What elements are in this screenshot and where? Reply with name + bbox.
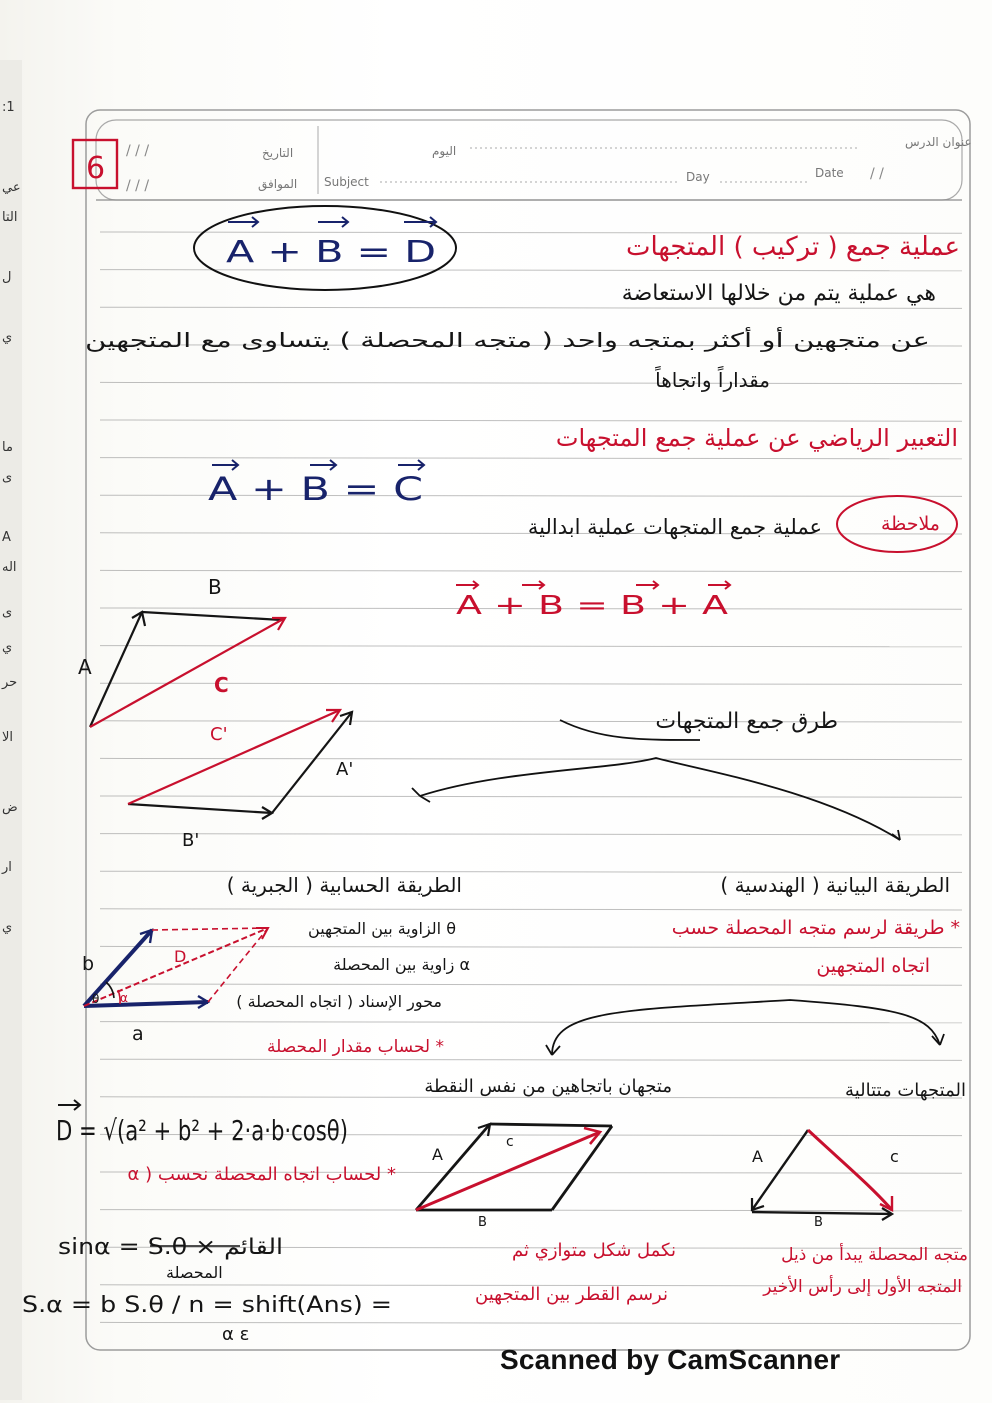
sin-alpha-formula-1-denominator: المحصلة — [166, 1263, 223, 1282]
header-lesson-title: عنوان الدرس — [905, 135, 972, 149]
magnitude-formula: D = √(a² + b² + 2·a·b·cosθ) — [56, 1114, 348, 1147]
header-box — [96, 120, 962, 200]
vector-arrows-commutative — [456, 581, 730, 589]
label-theta: θ — [92, 992, 100, 1006]
heading-math-expression: التعبير الرياضي عن عملية جمع المتجهات — [555, 424, 958, 452]
triangle-note-2: المتجه الأول إلى رأس الأخير — [763, 1277, 962, 1297]
definition-line-3: مقداراً واتجاهاً — [655, 368, 770, 392]
label-C: C — [214, 673, 229, 697]
ruled-line — [100, 683, 962, 684]
label-A-parallelogram: A — [432, 1145, 443, 1164]
label-C1: C' — [210, 724, 228, 745]
methods-heading: طرق جمع المتجهات — [655, 709, 838, 734]
parallelogram-method-title: متجهان باتجاهين من نفس النقطة — [424, 1076, 672, 1097]
header-date: Date — [815, 166, 844, 180]
label-B1: B' — [182, 830, 200, 851]
label-c-triangle: c — [890, 1147, 899, 1166]
label-B: B — [208, 575, 222, 599]
label-A1: A' — [336, 759, 354, 780]
equation-a-plus-b-d: A + B = D — [226, 235, 436, 270]
label-D: D — [174, 947, 187, 966]
note-badge: ملاحظة — [880, 513, 940, 535]
compute-magnitude-note: * لحساب مقدار المحصلة — [267, 1037, 444, 1057]
ruled-line — [100, 458, 962, 459]
ruled-line — [100, 984, 962, 985]
ruled-line — [100, 646, 962, 647]
equation-commutative: A + B = B + A — [456, 591, 729, 621]
analytic-diagram — [82, 928, 268, 1045]
ruled-line — [100, 1059, 962, 1060]
methods-brace — [420, 758, 900, 840]
header-date-slashes: / / / — [126, 178, 150, 194]
consecutive-vectors-title: المتجهات متتالية — [845, 1080, 966, 1101]
ruled-line — [100, 382, 962, 383]
alpha-definition: α زاوية بين المحصلة — [333, 955, 470, 974]
vector-arrows-second — [212, 460, 424, 470]
header-date-slashes: / / — [870, 166, 884, 182]
compute-direction-note: * لحساب اتجاه المحصلة نحسب ( α — [127, 1164, 396, 1185]
header-date-corr: الموافق — [258, 177, 298, 191]
label-alpha: α — [120, 991, 128, 1005]
parallelogram-note-1: نكمل شكل متوازي ثم — [512, 1240, 676, 1261]
parallelogram-diagram-lower — [128, 710, 353, 851]
label-A-triangle: A — [752, 1147, 763, 1166]
label-c-parallelogram: c — [506, 1134, 514, 1150]
parallelogram-note-2: نرسم القطر بين المتجهين — [475, 1284, 668, 1305]
vector-arrow-D — [58, 1100, 80, 1110]
adjacent-page-edge: :1 عي التا ل ي ما ى A اله ى ي حر الا ض ار ي — [0, 60, 22, 1400]
label-b: b — [82, 953, 95, 975]
commutative-note: عملية جمع المتجهات عملية ابدالية — [527, 515, 822, 539]
camscanner-watermark: Scanned by CamScanner — [500, 1344, 841, 1375]
ruled-line — [100, 909, 962, 910]
ruled-line — [100, 1022, 962, 1023]
ruled-line — [100, 420, 962, 421]
header-day: Day — [686, 170, 710, 184]
label-B-triangle: B — [814, 1215, 823, 1230]
equation-a-plus-b-c: A + B = C — [208, 470, 423, 508]
label-A: A — [78, 655, 92, 679]
graphic-subbrace — [552, 1000, 940, 1055]
header-day-ar: اليوم — [432, 144, 457, 158]
sin-alpha-formula-1: sinα = S.θ × القائم — [58, 1235, 276, 1260]
label-B-parallelogram: B — [478, 1215, 487, 1230]
header-date-ar: التاريخ — [262, 146, 294, 160]
ruled-line — [100, 946, 962, 947]
graphic-method-note-1: * طريقة لرسم متجه المحصلة حسب — [671, 917, 960, 939]
parallelogram-method-diagram — [416, 1124, 612, 1230]
analytic-method-title: الطريقة الحسابية ( الجبرية ) — [226, 873, 462, 897]
page-number: 6 — [86, 151, 106, 186]
ruled-line — [100, 796, 962, 797]
reference-axis: محور الإسناد ( اتجاه المحصلة ) — [236, 992, 442, 1011]
graphic-method-note-2: اتجاه المتجهين — [816, 955, 930, 977]
ruled-line — [100, 307, 962, 308]
parallelogram-diagram-upper — [78, 575, 285, 727]
definition-line-2: عن متجهين أو أكثر بمتجه واحد ( متجه المحصلة ) يتساوى مع المتجهين — [85, 328, 663, 352]
header-subject: Subject — [324, 175, 369, 189]
ruled-line — [100, 570, 962, 571]
sin-alpha-formula-2: S.α = b S.θ / n = shift(Ans) = — [22, 1293, 392, 1318]
definition-line-1: هي عملية يتم من خلالها الاستعاضة — [621, 281, 936, 306]
vector-arrows-top — [228, 217, 436, 227]
label-a: a — [132, 1023, 144, 1045]
theta-definition: θ الزاوية بين المتجهين — [308, 919, 456, 938]
heading-vector-addition: عملية جمع ( تركيب ) المتجهات — [625, 232, 960, 262]
header-date-slashes: / / / — [126, 143, 150, 159]
triangle-method-diagram — [752, 1130, 899, 1230]
triangle-note-1: متجه المحصلة يبدأ من ذيل — [781, 1245, 968, 1265]
graphic-method-title: الطريقة البيانية ( الهندسية ) — [720, 873, 950, 897]
alpha-result: α ε — [222, 1324, 250, 1345]
ruled-line — [100, 834, 962, 835]
